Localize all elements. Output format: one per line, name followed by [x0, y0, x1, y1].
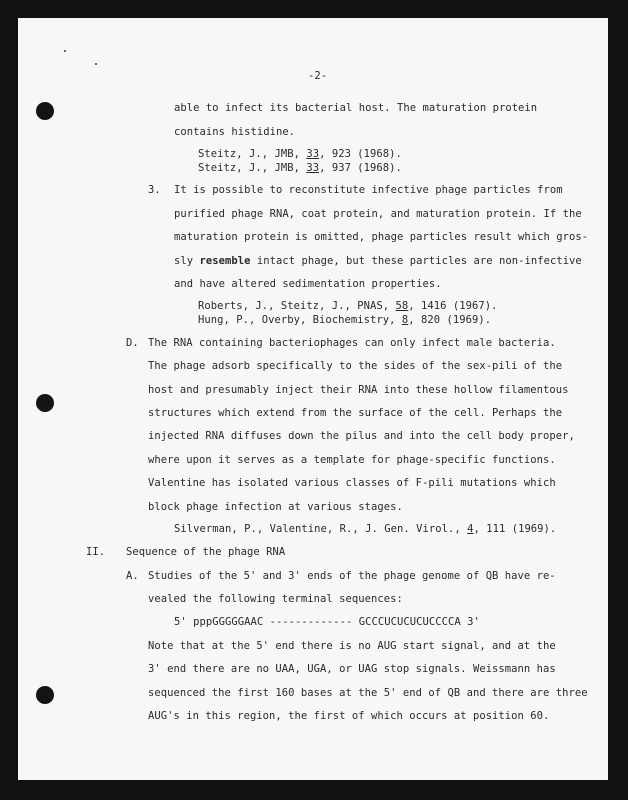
- reference: Steitz, J., JMB, 33, 923 (1968).: [198, 148, 402, 160]
- text-line: Studies of the 5' and 3' ends of the phage genome of QB have re-: [148, 570, 556, 582]
- section-letter: D.: [126, 337, 139, 349]
- text-line: and have altered sedimentation properties.: [174, 278, 442, 290]
- text-line: host and presumably inject their RNA into these hollow filamentous: [148, 384, 569, 396]
- text-line: injected RNA diffuses down the pilus and into the cell body proper,: [148, 430, 575, 442]
- paper-speck: [95, 63, 97, 65]
- text-line: purified phage RNA, coat protein, and maturation protein. If the: [174, 208, 582, 220]
- text-line: able to infect its bacterial host. The maturation protein: [174, 102, 538, 114]
- text-line: AUG's in this region, the first of which occurs at position 60.: [148, 710, 550, 722]
- text-line: Note that at the 5' end there is no AUG start signal, and at the: [148, 640, 556, 652]
- item-number: 3.: [148, 184, 161, 196]
- section-letter: A.: [126, 570, 139, 582]
- text-line: structures which extend from the surface of the cell. Perhaps the: [148, 407, 563, 419]
- document-page: [18, 18, 608, 780]
- text-line: The RNA containing bacteriophages can only infect male bacteria.: [148, 337, 556, 349]
- paper-speck: [64, 50, 66, 52]
- punch-hole: [36, 394, 54, 412]
- punch-hole: [36, 686, 54, 704]
- reference: Hung, P., Overby, Biochemistry, 8, 820 (1969).: [198, 314, 492, 326]
- reference: Roberts, J., Steitz, J., PNAS, 58, 1416 (1967).: [198, 300, 498, 312]
- reference: Silverman, P., Valentine, R., J. Gen. Virol., 4, 111 (1969).: [174, 523, 557, 535]
- text-line: It is possible to reconstitute infective phage particles from: [174, 184, 563, 196]
- page-number: -2-: [308, 70, 328, 82]
- punch-hole: [36, 102, 54, 120]
- text-line: sequenced the first 160 bases at the 5' end of QB and there are three: [148, 687, 588, 699]
- text-line: maturation protein is omitted, phage particles result which gros-: [174, 231, 589, 243]
- text-line: block phage infection at various stages.: [148, 501, 403, 513]
- section-heading: Sequence of the phage RNA: [126, 546, 286, 558]
- rna-sequence: 5' pppGGGGGAAC ------------- GCCCUCUCUCUCCCCA 3': [174, 616, 480, 628]
- text-line: sly resemble intact phage, but these particles are non-infective: [174, 255, 582, 267]
- text-line: vealed the following terminal sequences:: [148, 593, 403, 605]
- text-line: contains histidine.: [174, 126, 296, 138]
- text-line: 3' end there are no UAA, UGA, or UAG stop signals. Weissmann has: [148, 663, 556, 675]
- section-numeral: II.: [86, 546, 106, 558]
- text-line: where upon it serves as a template for phage-specific functions.: [148, 454, 556, 466]
- text-line: The phage adsorb specifically to the sides of the sex-pili of the: [148, 360, 563, 372]
- text-line: Valentine has isolated various classes of F-pili mutations which: [148, 477, 556, 489]
- reference: Steitz, J., JMB, 33, 937 (1968).: [198, 162, 402, 174]
